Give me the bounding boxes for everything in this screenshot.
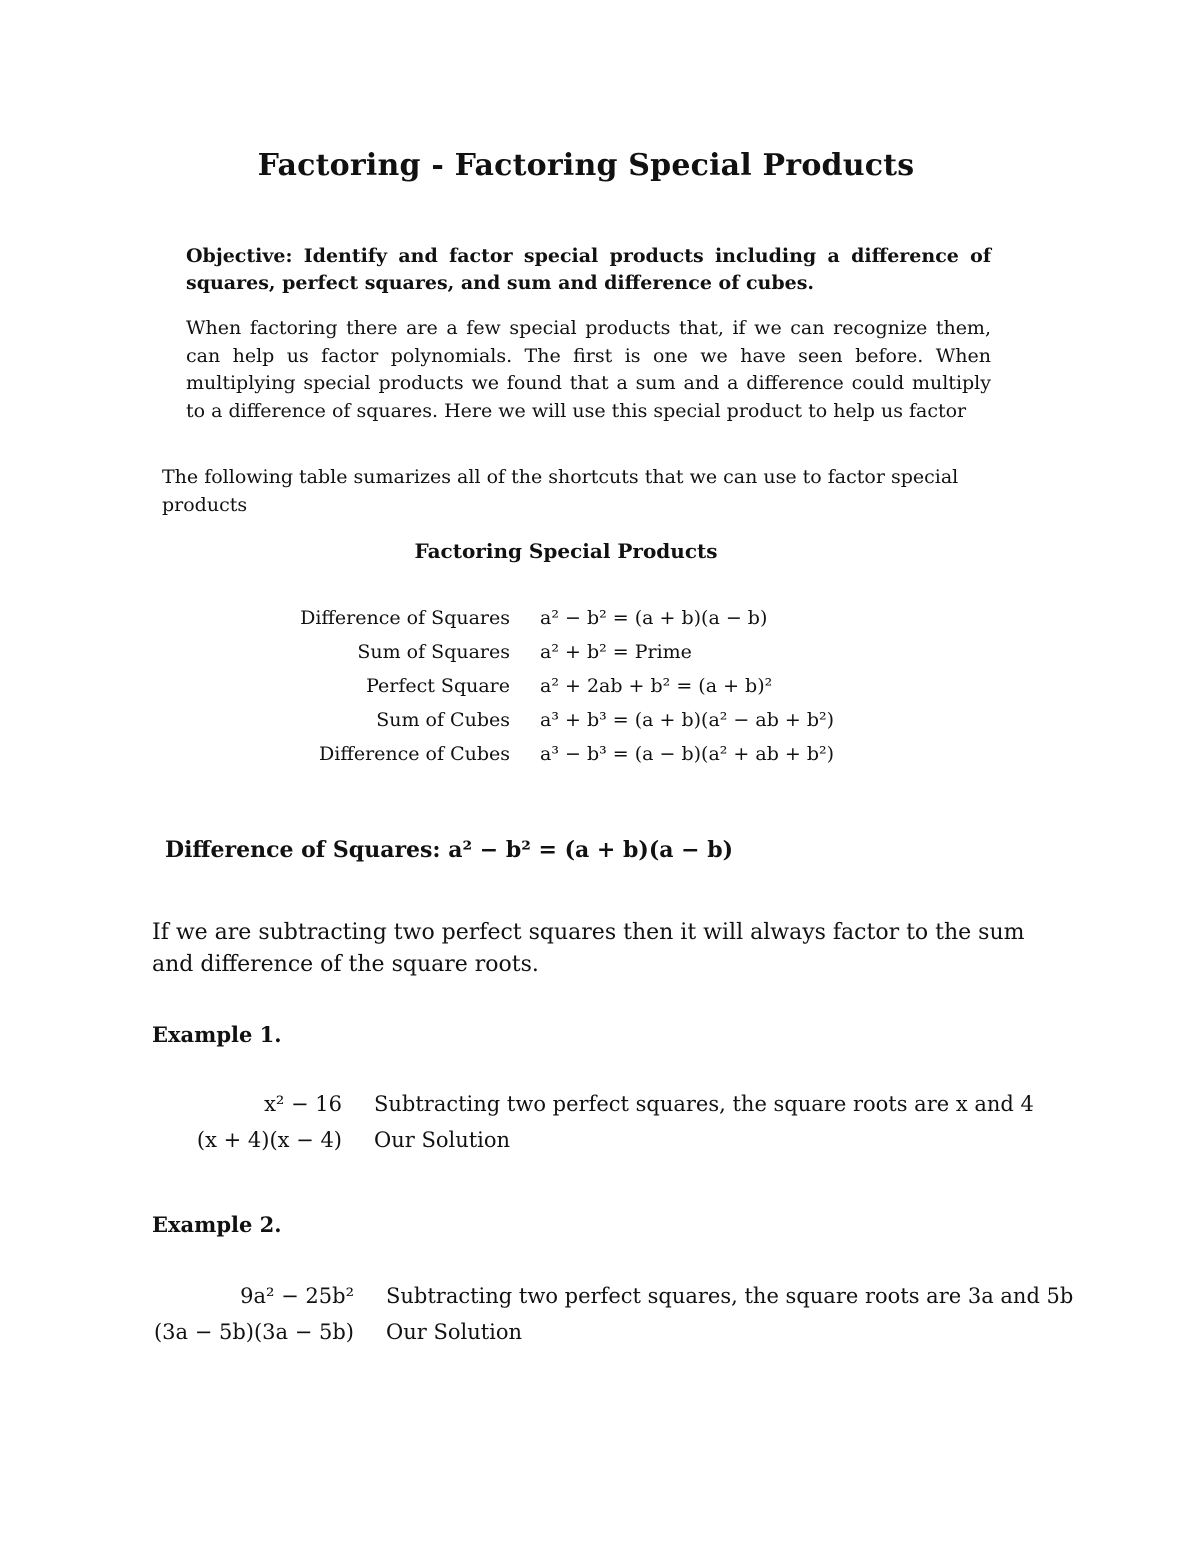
section-heading: Difference of Squares: a² − b² = (a + b)(a − b) — [165, 837, 734, 863]
table-row-label: Difference of Squares — [300, 607, 510, 629]
table-row-formula: a² + b² = Prime — [540, 641, 692, 663]
table-row — [0, 641, 1200, 675]
example-row — [0, 1284, 1200, 1320]
example-explanation: Subtracting two perfect squares, the square roots are 3a and 5b — [386, 1284, 1074, 1308]
table-row-formula: a² + 2ab + b² = (a + b)² — [540, 675, 773, 697]
section-paragraph: If we are subtracting two perfect squares then it will always factor to the sum and difference of the square roots. — [152, 920, 1025, 977]
table-row-label: Sum of Squares — [357, 641, 510, 663]
example-row — [0, 1092, 1200, 1128]
example-explanation: Our Solution — [386, 1320, 523, 1344]
table-row-label: Perfect Square — [366, 675, 510, 697]
table-row — [0, 675, 1200, 709]
example-expression: x² − 16 — [264, 1092, 342, 1116]
example-title: Example 2. — [152, 1212, 282, 1237]
example-explanation: Our Solution — [374, 1128, 511, 1152]
table-row-formula: a² − b² = (a + b)(a − b) — [540, 607, 768, 629]
table-row-label: Sum of Cubes — [376, 709, 510, 731]
table-row-label: Difference of Cubes — [319, 743, 510, 765]
example-expression: (3a − 5b)(3a − 5b) — [153, 1320, 354, 1344]
objective-text: Objective: Identify and factor special products including a difference of squares, perfect squares, and sum and difference of cubes. — [186, 245, 991, 294]
example-row — [0, 1128, 1200, 1164]
table-row-formula: a³ − b³ = (a − b)(a² + ab + b²) — [540, 743, 835, 765]
table-row-formula: a³ + b³ = (a + b)(a² − ab + b²) — [540, 709, 835, 731]
table-row — [0, 607, 1200, 641]
page-title: Factoring - Factoring Special Products — [257, 148, 915, 183]
example-expression: (x + 4)(x − 4) — [196, 1128, 342, 1152]
example-title: Example 1. — [152, 1022, 282, 1047]
table-row — [0, 709, 1200, 743]
example-explanation: Subtracting two perfect squares, the square roots are x and 4 — [374, 1092, 1034, 1116]
intro-paragraph: When factoring there are a few special products that, if we can recognize them, can help us factor polynomials. The first is one we have seen before. When multiplying special products we found that a sum and a difference could multiply to a difference of squares. Here we will use this special product to help us factor — [186, 317, 991, 422]
table-row — [0, 743, 1200, 777]
table-title: Factoring Special Products — [414, 539, 718, 563]
example-expression: 9a² − 25b² — [240, 1284, 354, 1308]
table-intro-paragraph: The following table sumarizes all of the shortcuts that we can use to factor special products — [162, 466, 959, 516]
example-row — [0, 1320, 1200, 1356]
